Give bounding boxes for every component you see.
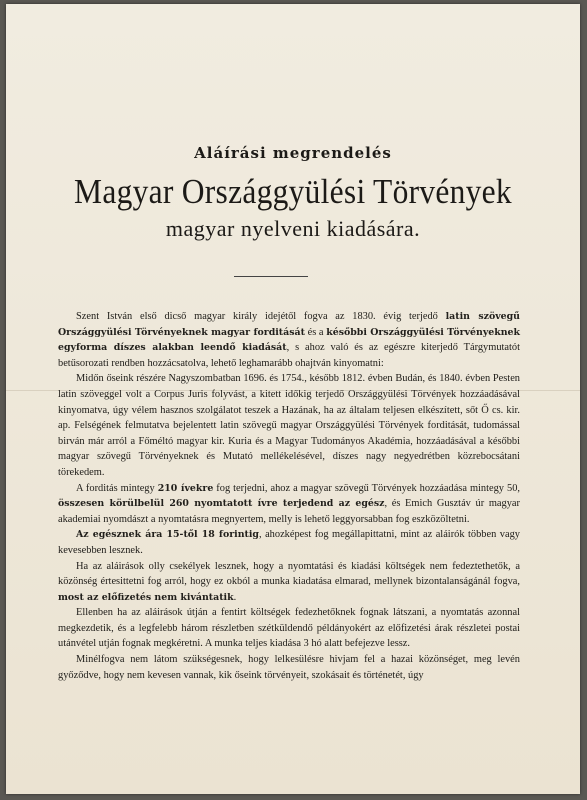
heading-subscription: Aláírási megrendelés — [194, 144, 392, 162]
text-run: és a — [304, 326, 327, 338]
body-text — [58, 309, 520, 683]
body-paragraph — [58, 309, 520, 371]
heading-subtitle: magyar nyelveni kiadására. — [165, 216, 421, 241]
text-run: Ha az aláirások olly csekélyek lesznek, hogy a nyomtatási és kiadási költségek nem fedeztethetők, a közönség értesittetni fog arról, hogy ez okból a munka kiadatása elmarad, mellynek bizontalanságánál fogva, — [58, 560, 520, 588]
heading-main-title: Magyar Országgyülési Törvények — [74, 172, 512, 211]
text-run: Minélfogva nem látom szükségesnek, hogy lelkesülésre hivjam fel a hazai közönséget, meg levén győződve, hogy nem kevesen vannak, kik őseink törvényeit, szokásait és történetét, úgy — [58, 654, 520, 681]
text-run: , s ahoz való és az egészre kiterjedő Tárgymutatót betűsorozati rendben hozzácsatolva, lehető leghamarább ohajtván kinyomatni: — [58, 342, 520, 369]
bold-text: összesen körülbelül 260 nyomtatott ívre terjedend az egész — [58, 498, 385, 510]
text-run: , ahozképest fog megállapittatni, mint az aláirók többen vagy kevesebben lesznek. — [58, 529, 520, 556]
bold-text: későbbi Országgyülési Törvényeknek egyforma díszes alakban leendő kiadását — [58, 326, 521, 354]
text-run: Ellenben ha az aláirások útján a fentirt költségek fedezhetőknek fognak látszani, a nyomtatás azonnal megkezdetik, és a legfelebb három részletben szétküldendő példányokért az előfizetési árak részletei postai utánvétel utján fognak megkéretni. A munka teljes kiadása 3 hó alatt befejezve lessz. — [58, 607, 520, 650]
body-paragraph — [58, 605, 520, 652]
body-paragraph — [58, 527, 520, 558]
divider-rule — [234, 276, 308, 277]
text-run: . — [233, 591, 237, 603]
body-paragraph — [58, 371, 520, 480]
body-paragraph — [58, 652, 520, 683]
text-run: , és Emich Gusztáv úr magyar akademiai nyomdászt a nyomtatásra megnyertem, melly is lehető leggyorsabban fog eszközöltetni. — [58, 498, 521, 525]
text-run: Szent István első dicső magyar király idejétől fogva az 1830. évig terjedő — [76, 311, 446, 322]
title-block — [6, 144, 580, 242]
bold-text: 210 ívekre — [157, 482, 214, 494]
bold-text: most az előfizetés nem kivántatik — [58, 591, 234, 603]
text-run: Midőn őseink részére Nagyszombatban 1696. és 1754., később 1812. évben Budán, és 1840. évben Pesten latin szöveggel volt a Corpus Juris folyvást, a kitett időkig terjedő Országgyülési Törvények hozzáadásával kinyomatva, úgy vélem hasznos szolgálatot teszek a Hazának, ha az általam teljesen elkészített, sőt Ő cs. kir. ap. Felségének felmutatva bejelentett latin szövegű magyar Országgyülési Törvények forditását, tudomással birván már arról a Főméltó magyar kir. Kuria és a Magyar Tudományos Akadémia, hozzáadásával a későbbi magyar szövegű Törvényeknek és Mutató mellékelésével, díszes nagy negyedrétben közrebocsátani törekedem. — [58, 373, 520, 478]
bold-text: Az egésznek ára 15-től 18 forintig — [76, 529, 259, 541]
body-paragraph — [58, 481, 520, 528]
document-page — [6, 4, 580, 794]
body-paragraph — [58, 559, 520, 606]
text-run: fog terjedni, ahoz a magyar szövegű Törvények hozzáadása mintegy 50, — [213, 482, 520, 494]
text-run: A forditás mintegy — [76, 482, 158, 494]
bold-text: latin szövegű Országgyülési Törvényeknek magyar forditását — [58, 311, 520, 338]
